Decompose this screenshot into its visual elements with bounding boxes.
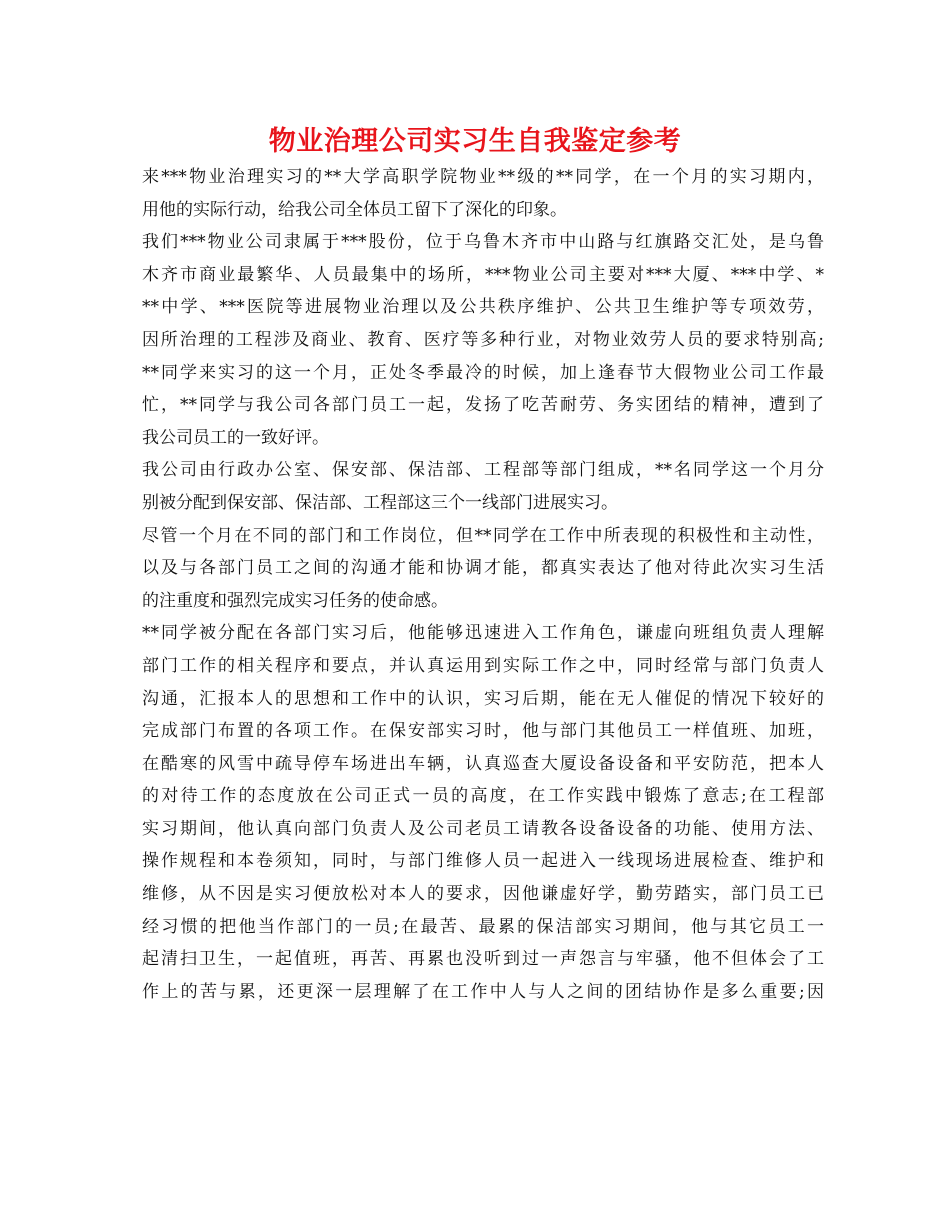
body-line: 实习期间，他认真向部门负责人及公司老员工请教各设备设备的功能、使用方法、 — [142, 818, 824, 839]
body-line: 我公司员工的一致好评。 — [142, 427, 329, 448]
body-line: 用他的实际行动，给我公司全体员工留下了深化的印象。 — [142, 199, 567, 220]
body-line: 的注重度和强烈完成实习任务的使命感。 — [142, 590, 448, 611]
body-line: 我公司由行政办公室、保安部、保洁部、工程部等部门组成，**名同学这一个月分 — [142, 460, 824, 481]
body-line: 部门工作的相关程序和要点，并认真运用到实际工作之中，同时经常与部门负责人 — [142, 655, 824, 676]
document-title: 物业治理公司实习生自我鉴定参考 — [268, 126, 682, 157]
body-line: 完成部门布置的各项工作。在保安部实习时，他与部门其他员工一样值班、加班， — [142, 721, 824, 742]
body-line: 别被分配到保安部、保洁部、工程部这三个一线部门进展实习。 — [142, 492, 618, 513]
body-line: 尽管一个月在不同的部门和工作岗位，但**同学在工作中所表现的积极性和主动性， — [142, 525, 824, 546]
body-line: **同学来实习的这一个月，正处冬季最冷的时候，加上逢春节大假物业公司工作最 — [142, 362, 824, 383]
document-body — [142, 161, 824, 1008]
body-line: 起清扫卫生，一起值班，再苦、再累也没听到过一声怨言与牢骚，他不但体会了工 — [142, 949, 824, 970]
body-line: 沟通，汇报本人的思想和工作中的认识，实习后期，能在无人催促的情况下较好的 — [142, 688, 824, 709]
body-line: 因所治理的工程涉及商业、教育、医疗等多种行业，对物业效劳人员的要求特别高; — [142, 329, 824, 350]
body-line: 忙，**同学与我公司各部门员工一起，发扬了吃苦耐劳、务实团结的精神，遭到了 — [142, 395, 824, 416]
body-line: 维修，从不因是实习便放松对本人的要求，因他谦虚好学，勤劳踏实，部门员工已 — [142, 884, 824, 905]
body-line: 作上的苦与累，还更深一层理解了在工作中人与人之间的团结协作是多么重要;因 — [142, 981, 824, 1002]
body-line: 来***物业治理实习的**大学高职学院物业**级的**同学，在一个月的实习期内， — [142, 167, 824, 187]
body-line: **中学、***医院等进展物业治理以及公共秩序维护、公共卫生维护等专项效劳， — [142, 297, 824, 318]
body-line: 在酷寒的风雪中疏导停车场进出车辆，认真巡查大厦设备设备和平安防范，把本人 — [142, 753, 824, 774]
body-line: 经习惯的把他当作部门的一员;在最苦、最累的保洁部实习期间，他与其它员工一 — [142, 916, 824, 937]
body-line: 以及与各部门员工之间的沟通才能和协调才能，都真实表达了他对待此次实习生活 — [142, 558, 824, 579]
body-line: 木齐市商业最繁华、人员最集中的场所，***物业公司主要对***大厦、***中学、* — [142, 264, 824, 285]
body-line: 我们***物业公司隶属于***股份，位于乌鲁木齐市中山路与红旗路交汇处，是乌鲁 — [142, 232, 824, 253]
body-line: 操作规程和本卷须知，同时，与部门维修人员一起进入一线现场进展检查、维护和 — [142, 851, 824, 872]
body-line: **同学被分配在各部门实习后，他能够迅速进入工作角色，谦虚向班组负责人理解 — [142, 623, 824, 644]
body-line: 的对待工作的态度放在公司正式一员的高度，在工作实践中锻炼了意志;在工程部 — [142, 786, 824, 807]
